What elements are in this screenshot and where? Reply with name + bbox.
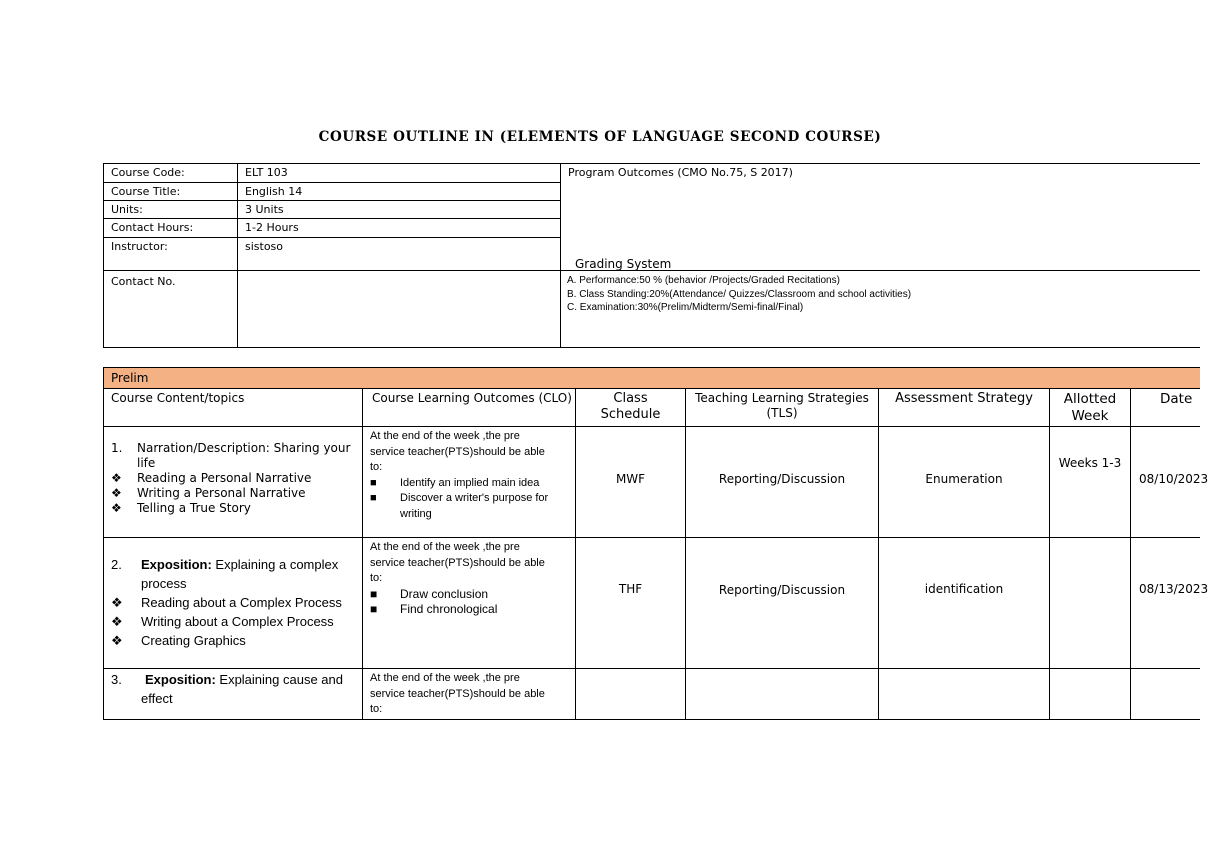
topic-main: 3. Exposition: Explaining cause and bbox=[111, 672, 343, 687]
tls-cell: Reporting/Discussion bbox=[718, 472, 846, 486]
contact-no-label: Contact No. bbox=[111, 275, 176, 288]
list-item: ■ Identify an implied main idea bbox=[370, 476, 574, 492]
header-tls: Teaching Learning Strategies (TLS) bbox=[695, 391, 869, 420]
header-course-content: Course Content/topics bbox=[111, 391, 245, 405]
list-item: ❖ Writing about a Complex Process bbox=[111, 614, 334, 629]
table-row bbox=[111, 441, 361, 516]
instructor-label: Instructor: bbox=[111, 240, 168, 253]
diamond-bullet-icon: ❖ bbox=[111, 486, 122, 500]
square-bullet-icon: ■ bbox=[370, 602, 378, 616]
list-item: ❖ Reading a Personal Narrative bbox=[111, 471, 312, 485]
units-label: Units: bbox=[111, 203, 143, 216]
grading-system-title: Grading System bbox=[575, 257, 672, 271]
grading-item-class-standing: B. Class Standing:20%(Attendance/ Quizzes/Classroom and school activities) bbox=[567, 289, 912, 300]
list-item: ❖ Writing a Personal Narrative bbox=[111, 486, 306, 500]
schedule-cell: THF bbox=[618, 582, 643, 596]
header-class-schedule: Class Schedule bbox=[600, 391, 661, 422]
assessment-cell: Enumeration bbox=[925, 472, 1003, 486]
topic-main: 2. Exposition: Explaining a complex process bbox=[111, 557, 339, 591]
square-bullet-icon: ■ bbox=[370, 586, 378, 601]
list-item: ■ Draw conclusion bbox=[370, 586, 489, 601]
list-item: ■ Find chronological bbox=[370, 602, 498, 616]
grading-item-examination: C. Examination:30%(Prelim/Midterm/Semi-final/Final) bbox=[567, 302, 804, 313]
clo-cell: At the end of the week ,the pre service teacher(PTS)should be able to: ■ Draw conclusion ■ Find chronological bbox=[370, 540, 574, 618]
grading-item-performance: A. Performance:50 % (behavior /Projects/Graded Recitations) bbox=[567, 275, 840, 286]
list-item: ❖ Creating Graphics bbox=[111, 633, 246, 648]
instructor-value: sistoso bbox=[245, 240, 284, 253]
course-code-label: Course Code: bbox=[111, 166, 185, 179]
assessment-cell: identification bbox=[924, 582, 1004, 596]
diamond-bullet-icon: ❖ bbox=[111, 633, 123, 648]
topic-main: 1. Narration/Description: Sharing your life bbox=[111, 441, 351, 470]
course-title-value: English 14 bbox=[245, 185, 303, 198]
schedule-cell: MWF bbox=[615, 472, 646, 486]
units-value: 3 Units bbox=[245, 203, 284, 216]
clo-cell: At the end of the week ,the pre service teacher(PTS)should be able to: bbox=[370, 672, 545, 715]
clo-cell: At the end of the week ,the pre service teacher(PTS)should be able to: ■ Identify an implied main idea ■ Discover a writer's purpose for writing bbox=[370, 429, 574, 522]
prelim-band bbox=[103, 367, 1200, 388]
table-row bbox=[111, 555, 361, 650]
course-title-label: Course Title: bbox=[111, 185, 181, 198]
header-allotted-week: Allotted Week bbox=[1063, 391, 1117, 424]
course-code-value: ELT 103 bbox=[245, 166, 288, 179]
list-item: ■ Discover a writer's purpose for writing bbox=[370, 492, 549, 520]
list-item: ❖ Telling a True Story bbox=[111, 501, 251, 515]
header-date: Date bbox=[1160, 391, 1193, 407]
diamond-bullet-icon: ❖ bbox=[111, 595, 123, 610]
program-outcomes-label: Program Outcomes (CMO No.75, S 2017) bbox=[568, 166, 793, 179]
header-assessment: Assessment Strategy bbox=[895, 391, 1033, 406]
header-clo: Course Learning Outcomes (CLO) bbox=[372, 391, 572, 405]
diamond-bullet-icon: ❖ bbox=[111, 471, 122, 485]
prelim-label: Prelim bbox=[111, 371, 149, 385]
document-title: COURSE OUTLINE IN (ELEMENTS OF LANGUAGE SECOND COURSE) bbox=[318, 129, 882, 145]
list-item: ❖ Reading about a Complex Process bbox=[111, 595, 342, 610]
diamond-bullet-icon: ❖ bbox=[111, 501, 122, 515]
date-cell: 08/13/2023 bbox=[1139, 582, 1208, 596]
tls-cell: Reporting/Discussion bbox=[718, 583, 846, 597]
contact-hours-label: Contact Hours: bbox=[111, 221, 194, 234]
square-bullet-icon: ■ bbox=[370, 476, 377, 489]
square-bullet-icon: ■ bbox=[370, 492, 377, 504]
table-row: 3. Exposition: Explaining cause and effect bbox=[111, 670, 361, 708]
date-cell: 08/10/2023 bbox=[1139, 472, 1208, 486]
week-cell: Weeks 1-3 bbox=[1058, 456, 1122, 470]
contact-hours-value: 1-2 Hours bbox=[245, 221, 299, 234]
diamond-bullet-icon: ❖ bbox=[111, 614, 123, 629]
